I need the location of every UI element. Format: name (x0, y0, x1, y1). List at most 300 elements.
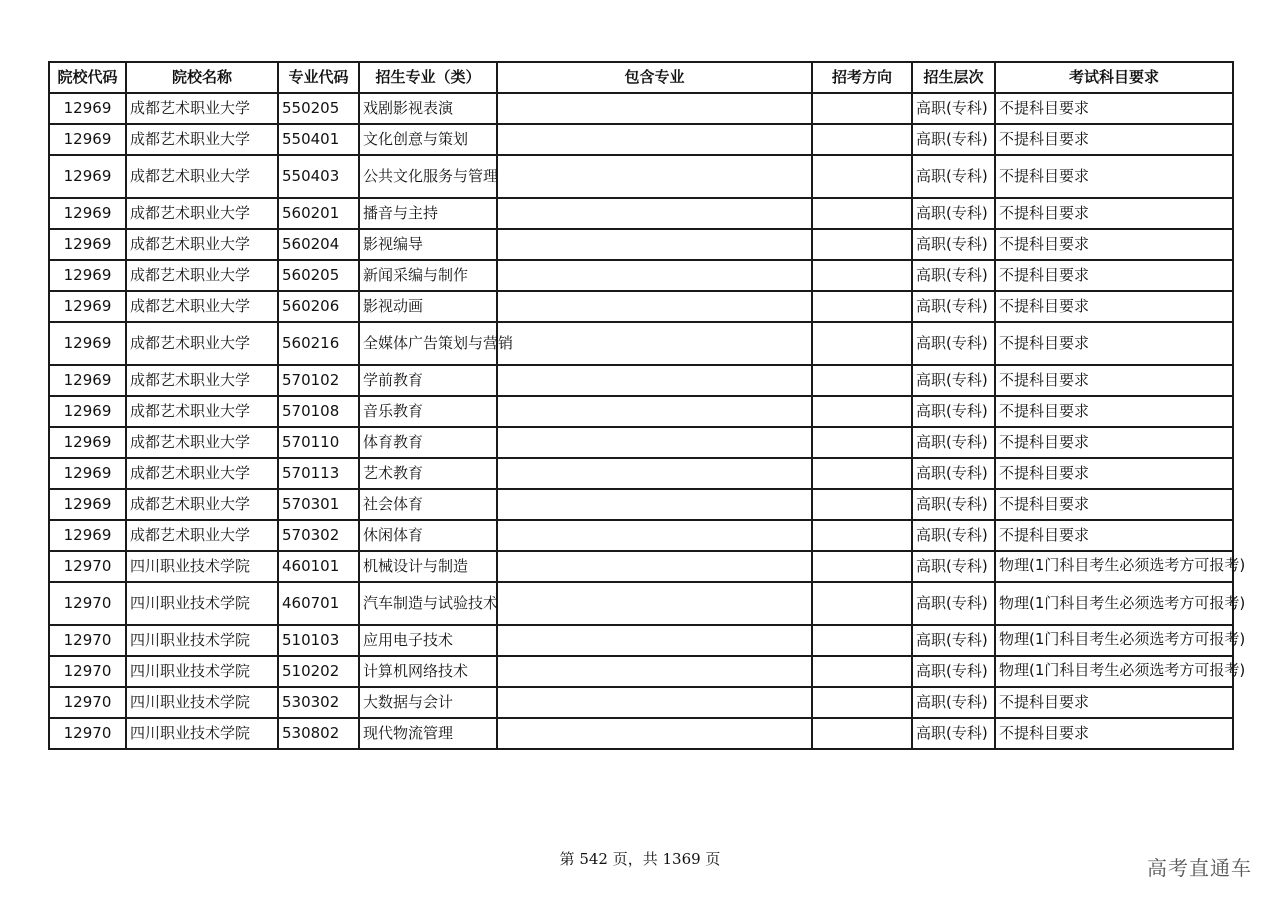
school-name-cell-text: 成都艺术职业大学 (130, 130, 251, 148)
major-code-cell (278, 489, 359, 520)
requirement-cell-text: 不提科目要求 (999, 99, 1090, 117)
requirement-cell (995, 489, 1233, 520)
school-code-cell-text: 12969 (63, 334, 112, 352)
school-code-cell (49, 489, 126, 520)
major-cell-text: 应用电子技术 (363, 631, 454, 649)
included-majors-cell (497, 93, 812, 124)
school-code-cell-text: 12970 (63, 557, 112, 575)
level-cell (912, 625, 995, 656)
requirement-cell-text: 不提科目要求 (999, 371, 1090, 389)
major-code-cell-text: 560205 (282, 266, 340, 284)
major-cell (359, 427, 497, 458)
school-name-cell (126, 718, 278, 749)
included-majors-cell (497, 656, 812, 687)
level-cell-text: 高职(专科) (916, 594, 988, 612)
level-cell-text: 高职(专科) (916, 693, 988, 711)
level-cell-text: 高职(专科) (916, 297, 988, 315)
major-code-cell (278, 458, 359, 489)
school-name-cell-text: 成都艺术职业大学 (130, 266, 251, 284)
requirement-cell-text: 不提科目要求 (999, 464, 1090, 482)
major-cell-text: 音乐教育 (363, 402, 424, 420)
table-row (49, 656, 1233, 687)
level-cell (912, 291, 995, 322)
school-code-cell-text: 12969 (63, 526, 112, 544)
header-row (49, 62, 1233, 93)
level-cell-text: 高职(专科) (916, 433, 988, 451)
major-code-cell (278, 155, 359, 198)
school-code-cell (49, 396, 126, 427)
school-code-cell (49, 687, 126, 718)
level-cell-text: 高职(专科) (916, 662, 988, 680)
major-cell (359, 625, 497, 656)
requirement-cell-text: 不提科目要求 (999, 693, 1090, 711)
level-cell (912, 458, 995, 489)
school-code-cell-text: 12969 (63, 433, 112, 451)
school-name-cell (126, 124, 278, 155)
major-code-cell-text: 510103 (282, 631, 340, 649)
admission-table (48, 61, 1246, 750)
school-code-cell (49, 291, 126, 322)
major-cell-text: 计算机网络技术 (363, 662, 469, 680)
direction-cell (812, 687, 912, 718)
level-cell (912, 322, 995, 365)
major-code-cell-text: 530302 (282, 693, 340, 711)
table-row (49, 365, 1233, 396)
major-code-cell (278, 198, 359, 229)
level-cell (912, 124, 995, 155)
major-cell (359, 582, 497, 625)
major-cell (359, 687, 497, 718)
table-row (49, 124, 1233, 155)
direction-cell (812, 155, 912, 198)
major-code-cell (278, 291, 359, 322)
school-code-cell-text: 12969 (63, 99, 112, 117)
major-code-cell-text: 560204 (282, 235, 340, 253)
school-name-cell-text: 四川职业技术学院 (130, 662, 251, 680)
school-name-cell-text: 成都艺术职业大学 (130, 334, 251, 352)
school-code-cell-text: 12969 (63, 204, 112, 222)
school-name-cell-text: 成都艺术职业大学 (130, 526, 251, 544)
school-name-cell-text: 四川职业技术学院 (130, 724, 251, 742)
school-code-cell-text: 12969 (63, 464, 112, 482)
school-code-cell-text: 12970 (63, 631, 112, 649)
major-cell-text: 艺术教育 (363, 464, 424, 482)
included-majors-cell (497, 396, 812, 427)
major-code-cell-text: 530802 (282, 724, 340, 742)
direction-cell (812, 656, 912, 687)
included-majors-cell (497, 520, 812, 551)
included-majors-cell (497, 458, 812, 489)
major-cell (359, 656, 497, 687)
major-cell (359, 124, 497, 155)
school-name-cell-text: 四川职业技术学院 (130, 693, 251, 711)
header-school-name: 院校名称 (126, 62, 278, 93)
school-name-cell-text: 成都艺术职业大学 (130, 495, 251, 513)
table-body (49, 93, 1246, 749)
direction-cell (812, 582, 912, 625)
school-code-cell-text: 12969 (63, 371, 112, 389)
table-row (49, 198, 1233, 229)
major-code-cell (278, 365, 359, 396)
requirement-cell (995, 365, 1233, 396)
major-cell (359, 458, 497, 489)
major-cell (359, 718, 497, 749)
major-code-cell-text: 570102 (282, 371, 340, 389)
direction-cell (812, 458, 912, 489)
level-cell (912, 551, 995, 582)
school-name-cell (126, 489, 278, 520)
school-name-cell (126, 322, 278, 365)
direction-cell (812, 625, 912, 656)
level-cell-text: 高职(专科) (916, 235, 988, 253)
school-code-cell-text: 12969 (63, 235, 112, 253)
school-name-cell (126, 291, 278, 322)
table-row (49, 155, 1233, 198)
level-cell (912, 365, 995, 396)
included-majors-cell (497, 718, 812, 749)
table-row (49, 458, 1233, 489)
major-cell (359, 396, 497, 427)
level-cell (912, 582, 995, 625)
requirement-cell (995, 396, 1233, 427)
direction-cell (812, 551, 912, 582)
major-cell-text: 大数据与会计 (363, 693, 454, 711)
direction-cell (812, 365, 912, 396)
major-code-cell (278, 229, 359, 260)
major-code-cell (278, 625, 359, 656)
major-code-cell-text: 570302 (282, 526, 340, 544)
major-cell (359, 551, 497, 582)
direction-cell (812, 229, 912, 260)
major-cell-text: 影视动画 (363, 297, 424, 315)
school-code-cell (49, 260, 126, 291)
table-row (49, 718, 1233, 749)
school-name-cell-text: 成都艺术职业大学 (130, 297, 251, 315)
major-cell-text: 体育教育 (363, 433, 424, 451)
requirement-cell (995, 427, 1233, 458)
included-majors-cell (497, 229, 812, 260)
requirement-cell-text: 不提科目要求 (999, 297, 1090, 315)
table-row (49, 93, 1233, 124)
school-name-cell-text: 四川职业技术学院 (130, 557, 251, 575)
major-code-cell (278, 396, 359, 427)
table-row (49, 687, 1233, 718)
table-row (49, 322, 1233, 365)
requirement-cell (995, 229, 1233, 260)
requirement-cell (995, 718, 1233, 749)
school-code-cell-text: 12970 (63, 594, 112, 612)
major-cell-text: 公共文化服务与管理 (363, 167, 499, 185)
watermark-text: 高考直通车 (1147, 856, 1252, 880)
level-cell (912, 687, 995, 718)
school-name-cell (126, 520, 278, 551)
direction-cell (812, 718, 912, 749)
school-code-cell-text: 12969 (63, 266, 112, 284)
header-level: 招生层次 (912, 62, 995, 93)
level-cell-text: 高职(专科) (916, 334, 988, 352)
requirement-cell (995, 458, 1233, 489)
included-majors-cell (497, 260, 812, 291)
school-code-cell (49, 155, 126, 198)
requirement-cell-text: 不提科目要求 (999, 130, 1090, 148)
requirement-cell (995, 198, 1233, 229)
school-name-cell (126, 551, 278, 582)
requirement-cell-text: 不提科目要求 (999, 402, 1090, 420)
major-code-cell-text: 570108 (282, 402, 340, 420)
major-code-cell-text: 550401 (282, 130, 340, 148)
direction-cell (812, 260, 912, 291)
school-name-cell-text: 成都艺术职业大学 (130, 99, 251, 117)
requirement-cell (995, 551, 1246, 582)
direction-cell (812, 396, 912, 427)
major-cell (359, 322, 514, 365)
level-cell-text: 高职(专科) (916, 526, 988, 544)
included-majors-cell (497, 582, 812, 625)
school-code-cell (49, 582, 126, 625)
header-direction: 招考方向 (812, 62, 912, 93)
direction-cell (812, 93, 912, 124)
school-code-cell-text: 12969 (63, 167, 112, 185)
school-code-cell (49, 229, 126, 260)
major-cell (359, 198, 497, 229)
level-cell-text: 高职(专科) (916, 631, 988, 649)
school-name-cell (126, 229, 278, 260)
header-included-majors: 包含专业 (497, 62, 812, 93)
major-cell-text: 新闻采编与制作 (363, 266, 469, 284)
included-majors-cell (497, 291, 812, 322)
requirement-cell (995, 124, 1233, 155)
table-row (49, 489, 1233, 520)
page-number: 第 542 页，共 1369 页 (559, 850, 721, 868)
school-code-cell-text: 12969 (63, 297, 112, 315)
major-code-cell (278, 551, 359, 582)
school-name-cell (126, 625, 278, 656)
level-cell (912, 198, 995, 229)
major-code-cell-text: 460701 (282, 594, 340, 612)
level-cell (912, 396, 995, 427)
table-row (49, 291, 1233, 322)
table-row (49, 427, 1233, 458)
level-cell-text: 高职(专科) (916, 130, 988, 148)
school-code-cell-text: 12970 (63, 724, 112, 742)
major-cell (359, 365, 497, 396)
school-code-cell (49, 520, 126, 551)
major-code-cell (278, 718, 359, 749)
level-cell (912, 718, 995, 749)
included-majors-cell (497, 625, 812, 656)
major-cell-text: 休闲体育 (363, 526, 424, 544)
school-code-cell (49, 93, 126, 124)
school-name-cell-text: 成都艺术职业大学 (130, 371, 251, 389)
school-name-cell (126, 396, 278, 427)
major-code-cell-text: 570113 (282, 464, 340, 482)
requirement-cell-text: 不提科目要求 (999, 526, 1090, 544)
level-cell (912, 229, 995, 260)
requirement-cell-text: 不提科目要求 (999, 235, 1090, 253)
school-name-cell (126, 155, 278, 198)
school-name-cell (126, 582, 278, 625)
table-row (49, 396, 1233, 427)
included-majors-cell (497, 427, 812, 458)
level-cell (912, 155, 995, 198)
school-code-cell (49, 198, 126, 229)
header-major-code: 专业代码 (278, 62, 359, 93)
school-name-cell (126, 687, 278, 718)
school-name-cell (126, 427, 278, 458)
major-cell-text: 影视编导 (363, 235, 424, 253)
level-cell-text: 高职(专科) (916, 167, 988, 185)
school-name-cell-text: 四川职业技术学院 (130, 631, 251, 649)
requirement-cell-text: 不提科目要求 (999, 724, 1090, 742)
direction-cell (812, 198, 912, 229)
major-cell-text: 学前教育 (363, 371, 424, 389)
school-code-cell (49, 551, 126, 582)
major-code-cell (278, 124, 359, 155)
major-code-cell (278, 260, 359, 291)
requirement-cell (995, 656, 1246, 687)
school-name-cell (126, 458, 278, 489)
school-name-cell (126, 365, 278, 396)
major-cell (359, 291, 497, 322)
requirement-cell (995, 582, 1246, 625)
school-name-cell (126, 260, 278, 291)
school-code-cell-text: 12969 (63, 495, 112, 513)
school-code-cell (49, 458, 126, 489)
level-cell-text: 高职(专科) (916, 266, 988, 284)
requirement-cell (995, 155, 1233, 198)
school-name-cell (126, 198, 278, 229)
major-cell-text: 播音与主持 (363, 204, 439, 222)
requirement-cell-text: 不提科目要求 (999, 266, 1090, 284)
included-majors-cell (497, 489, 812, 520)
major-cell (359, 520, 497, 551)
school-name-cell (126, 93, 278, 124)
major-cell-text: 文化创意与策划 (363, 130, 469, 148)
major-cell-text: 全媒体广告策划与营销 (363, 334, 514, 352)
header-major: 招生专业（类） (359, 62, 497, 93)
included-majors-cell (497, 551, 812, 582)
major-code-cell-text: 560216 (282, 334, 340, 352)
direction-cell (812, 520, 912, 551)
school-name-cell-text: 成都艺术职业大学 (130, 235, 251, 253)
requirement-cell-text: 物理(1门科目考生必须选考方可报考) (999, 660, 1246, 679)
included-majors-cell (497, 198, 812, 229)
major-cell (359, 93, 497, 124)
direction-cell (812, 322, 912, 365)
level-cell (912, 656, 995, 687)
school-code-cell-text: 12970 (63, 662, 112, 680)
direction-cell (812, 427, 912, 458)
major-code-cell-text: 510202 (282, 662, 340, 680)
requirement-cell (995, 93, 1233, 124)
major-cell (359, 229, 497, 260)
major-cell-text: 汽车制造与试验技术 (363, 594, 499, 612)
table-row (49, 551, 1233, 582)
header-school-code: 院校代码 (49, 62, 126, 93)
school-name-cell-text: 成都艺术职业大学 (130, 433, 251, 451)
included-majors-cell (497, 322, 812, 365)
major-cell-text: 社会体育 (363, 495, 424, 513)
major-code-cell-text: 460101 (282, 557, 340, 575)
requirement-cell-text: 物理(1门科目考生必须选考方可报考) (999, 594, 1246, 612)
major-code-cell (278, 322, 359, 365)
school-name-cell-text: 成都艺术职业大学 (130, 464, 251, 482)
table-row (49, 229, 1233, 260)
major-cell (359, 155, 497, 198)
major-code-cell (278, 520, 359, 551)
school-code-cell (49, 625, 126, 656)
table-row (49, 625, 1233, 656)
school-name-cell-text: 成都艺术职业大学 (130, 204, 251, 222)
requirement-cell (995, 291, 1233, 322)
requirement-cell-text: 不提科目要求 (999, 433, 1090, 451)
major-code-cell-text: 570301 (282, 495, 340, 513)
major-cell (359, 260, 497, 291)
level-cell-text: 高职(专科) (916, 371, 988, 389)
major-cell (359, 489, 497, 520)
included-majors-cell (497, 155, 812, 198)
major-code-cell-text: 560206 (282, 297, 340, 315)
level-cell-text: 高职(专科) (916, 99, 988, 117)
requirement-cell-text: 物理(1门科目考生必须选考方可报考) (999, 555, 1246, 574)
school-name-cell-text: 成都艺术职业大学 (130, 402, 251, 420)
requirement-cell (995, 260, 1233, 291)
direction-cell (812, 291, 912, 322)
direction-cell (812, 489, 912, 520)
school-name-cell (126, 656, 278, 687)
major-cell-text: 戏剧影视表演 (363, 99, 454, 117)
header-requirement: 考试科目要求 (995, 62, 1233, 93)
school-code-cell (49, 124, 126, 155)
level-cell-text: 高职(专科) (916, 464, 988, 482)
requirement-cell (995, 687, 1233, 718)
included-majors-cell (497, 124, 812, 155)
level-cell (912, 427, 995, 458)
requirement-cell-text: 不提科目要求 (999, 204, 1090, 222)
school-code-cell-text: 12969 (63, 402, 112, 420)
major-code-cell (278, 93, 359, 124)
table-row (49, 582, 1233, 625)
major-cell-text: 现代物流管理 (363, 724, 454, 742)
direction-cell (812, 124, 912, 155)
level-cell (912, 260, 995, 291)
requirement-cell-text: 不提科目要求 (999, 334, 1090, 352)
level-cell-text: 高职(专科) (916, 495, 988, 513)
major-code-cell-text: 550403 (282, 167, 340, 185)
major-code-cell-text: 560201 (282, 204, 340, 222)
major-code-cell (278, 427, 359, 458)
school-name-cell-text: 四川职业技术学院 (130, 594, 251, 612)
school-code-cell-text: 12969 (63, 130, 112, 148)
requirement-cell-text: 物理(1门科目考生必须选考方可报考) (999, 629, 1246, 648)
requirement-cell (995, 322, 1233, 365)
table-row (49, 260, 1233, 291)
level-cell-text: 高职(专科) (916, 724, 988, 742)
requirement-cell (995, 625, 1246, 656)
level-cell-text: 高职(专科) (916, 204, 988, 222)
school-code-cell (49, 656, 126, 687)
school-code-cell (49, 365, 126, 396)
school-code-cell (49, 718, 126, 749)
included-majors-cell (497, 365, 812, 396)
major-code-cell-text: 550205 (282, 99, 340, 117)
school-code-cell-text: 12970 (63, 693, 112, 711)
level-cell-text: 高职(专科) (916, 557, 988, 575)
requirement-cell (995, 520, 1233, 551)
school-code-cell (49, 322, 126, 365)
major-code-cell (278, 687, 359, 718)
table-row (49, 520, 1233, 551)
